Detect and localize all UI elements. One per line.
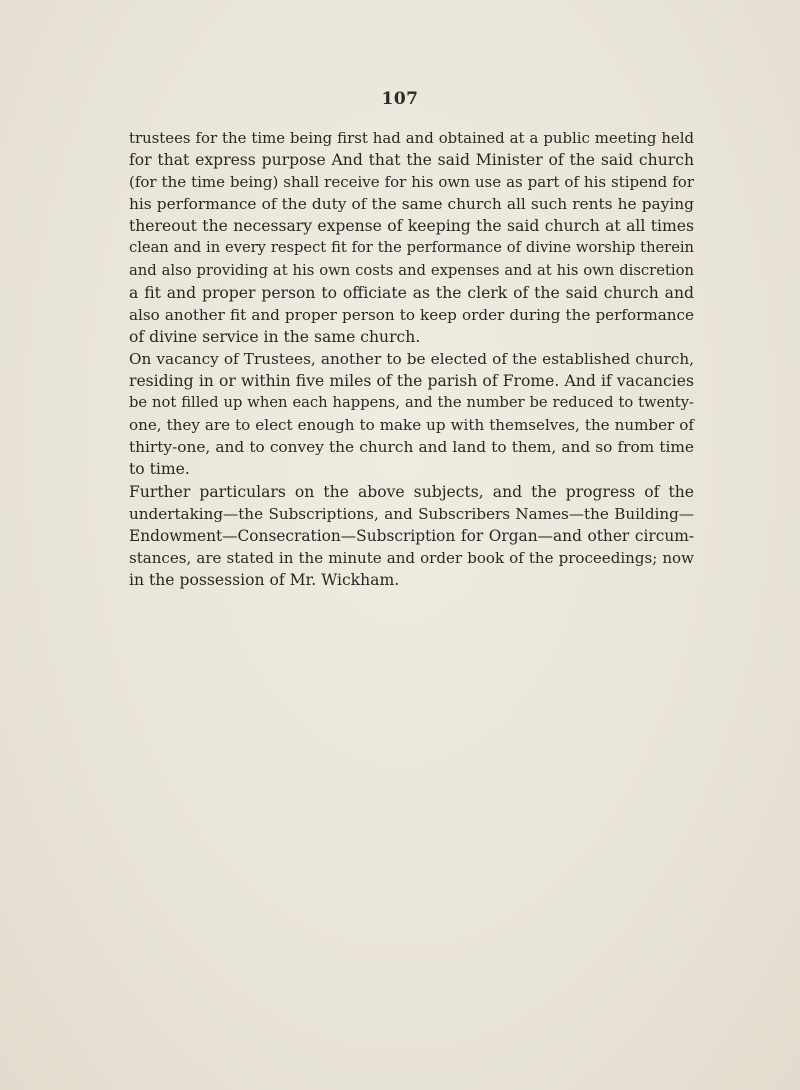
text-line: for that express purpose And that the said Minister of the said church <box>129 151 694 170</box>
paragraph-3 <box>129 481 694 591</box>
text-line: and also providing at his own costs and expenses and at his own discretion <box>129 261 694 279</box>
text-line: one, they are to elect enough to make up with themselves, the number of <box>129 416 694 435</box>
text-line: Further particulars on the above subjects, and the progress of the <box>129 482 694 501</box>
text-line: On vacancy of Trustees, another to be elected of the established church, <box>129 349 694 368</box>
page-number: 107 <box>381 89 419 109</box>
text-line: clean and in every respect fit for the performance of divine worship therein <box>129 239 694 257</box>
paragraph-1 <box>129 127 694 348</box>
paragraph-2 <box>129 348 694 481</box>
text-line: a fit and proper person to officiate as the clerk of the said church and <box>129 283 694 302</box>
text-line: his performance of the duty of the same church all such rents he paying <box>129 195 694 214</box>
body-text <box>129 127 694 591</box>
text-line: stances, are stated in the minute and order book of the proceedings; now <box>129 548 694 567</box>
text-line: residing in or within five miles of the parish of Frome. And if vacancies <box>129 372 694 391</box>
text-line: undertaking—the Subscriptions, and Subscribers Names—the Building— <box>129 504 694 523</box>
text-line: in the possession of Mr. Wickham. <box>129 570 400 589</box>
text-line: to time. <box>129 460 190 479</box>
text-line: Endowment—Consecration—Subscription for Organ—and other circum- <box>129 526 694 545</box>
text-line: (for the time being) shall receive for his own use as part of his stipend for <box>129 173 694 192</box>
text-line: be not filled up when each happens, and the number be reduced to twenty- <box>129 394 694 412</box>
text-line: also another fit and proper person to keep order during the performance <box>129 305 694 324</box>
text-line: thereout the necessary expense of keeping the said church at all times <box>129 217 694 236</box>
text-line: trustees for the time being first had and obtained at a public meeting held <box>129 129 694 147</box>
text-line: of divine service in the same church. <box>129 327 421 346</box>
text-line: thirty-one, and to convey the church and land to them, and so from time <box>129 438 694 457</box>
